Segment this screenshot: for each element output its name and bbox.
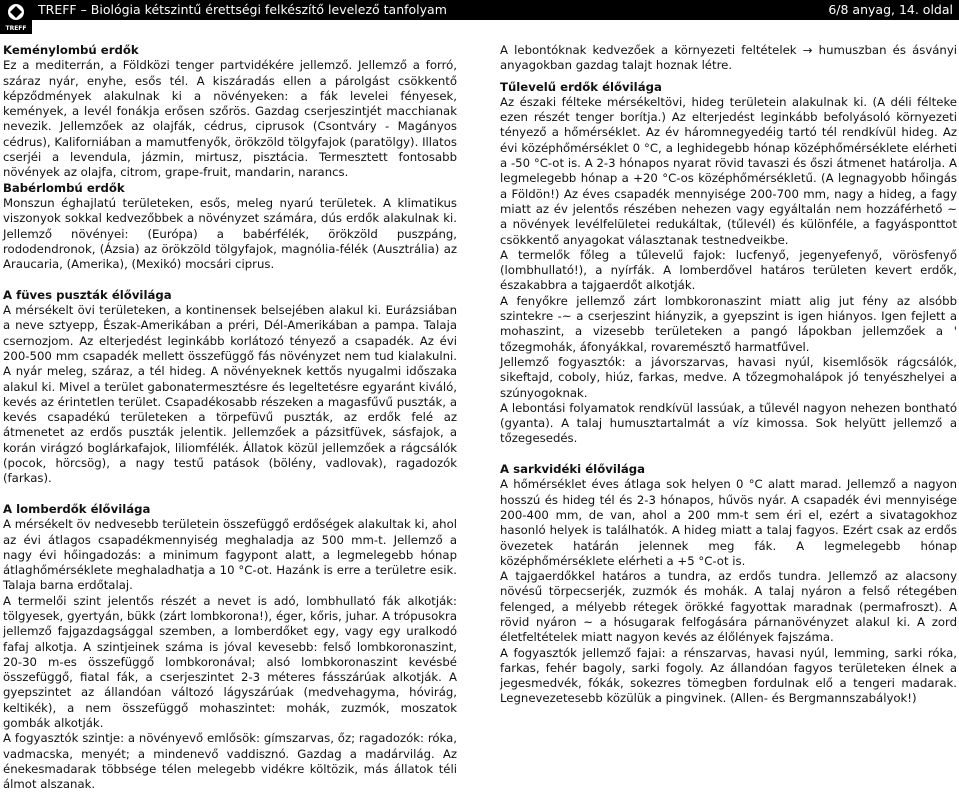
paragraph: A termelők főleg a tűlevelű fajok: lucfenyő, jegenyefenyő, vörösfenyő (lombhullató!), a nyírfák. A lomberdővel határos területen kevert erdők, északabbra a tajgaerdőt alkotják. [500,247,957,293]
paragraph: A mérsékelt öv nedvesebb területein összefüggő erdőségek alakultak ki, ahol az évi átlagos csapadékmennyiség meghaladja az 500 mm-t. Jellemző a nagy évi hőingadozás: a minimum fagypont alatt, a legmelegebb hónap átlaghőmérséklete meghaladhatja a 10 °C-ot. Hazánk is erre a területre esik. Talaja barna erdőtalaj. [3,517,457,593]
page-indicator: 6/8 anyag, 14. oldal [828,2,953,17]
paragraph: A lebontási folyamatok rendkívül lassúak, a tűlevél nagyon nehezen bontható (gyanta). A talaj humusztartalmát a víz kimossa. Sok helyütt jellemző a tőzegesedés. [500,400,957,446]
paragraph: Ez a mediterrán, a Földközi tenger partvidékére jellemző. Jellemző a forró, száraz nyár, enyhe, esős tél. A kiszáradás ellen a párolgást csökkentő képződmények alakulnak ki a növényeken: a fák levelei fényesek, kemények, a levél fonákja erősen szőrös. Gazdag cserjeszintjét macchianak nevezik. Jellemzőek az olajfák, cédrus, ciprusok (Csontváry - Magányos cédrus), Kaliforniában a mamutfenyők, örökzöld tölgyfajok (paratölgy). Illatos cserjéi a levendula, jázmin, mirtusz, pisztácia. Termesztett fontosabb növények az olajfa, citrom, grape-fruit, mandarin, narancs. [3,58,457,180]
right-column [500,43,957,707]
paragraph: A mérsékelt övi területeken, a kontinensek belsejében alakul ki. Eurázsiában a neve sztyepp, Észak-Amerikában a préri, Dél-Amerikában a pampa. Talaja csernozjom. Az elterjedést leginkább korlátozó tényező a csapadék. Az évi 200-500 mm csapadék mellett összefüggő fás növényzet nem tud kialakulni. A nyár meleg, száraz, a tél hideg. A növényeknek kettős nyugalmi időszaka alakul ki. Mivel a terület gabonatermesztésre és legeltetésre egyaránt kiváló, kevés az érintetlen terület. Csapadékosabb részeken a magasfűvű puszták, a kevés csapadékú területeken a törpefüvű puszták, az erdők felé az átmenetet az erdős puszták jelentik. Jellemzőek a pázsitfüvek, sásfajok, a korán virágzó boglárkafajok, liliomfélék. Állatok közül jellemzőek a rágcsálók (pocok, hörcsög), a nagy testű patások (bölény, vadlovak), ragadozók (farkas). [3,303,457,486]
header-title: TREFF – Biológia kétszintű érettségi felkészítő levelező tanfolyam [38,2,447,17]
section-subtitle-baberlombu: Babérlombú erdők [3,180,125,195]
section-title-lomberdok: A lomberdők élővilága [3,501,151,516]
treff-logo [0,0,32,34]
paragraph: A fenyőkre jellemző zárt lombkoronaszint miatt alig jut fény az alsóbb szintekre -~ a cserjeszint hiányzik, a gyepszint is igen hiányos. Igen fejlett a mohaszint, a vizesebb területeken a pangó lápokban jellemzőek a ' tőzegmohák, áfonyákkal, rovaremésztő harmatfűvel. [500,293,957,354]
paragraph: A fogyasztók szintje: a növényevő emlősök: gímszarvas, őz; ragadozók: róka, vadmacska, menyét; a mindenevő vaddisznó. Gazdag a madárvilág. Az énekesmadarak többsége télen melegebb vidékre költözik, más állatok téli álmot alszanak. [3,731,457,792]
paragraph: A termelői szint jelentős részét a nevet is adó, lombhullató fák alkotják: tölgyesek, gyertyán, bükk (zárt lombkorona!), éger, kőris, juhar. A trópusokra jellemző fajgazdagsággal szemben, a lomberdőket egy, vagy egy uralkodó fafaj alkotja. A szintjeinek száma is jóval kevesebb: felső lombkoronaszint, 20-30 m-es összefüggő lombkoronával; alsó lombkoronaszint kevésbé összefüggő, fiatal fák, a cserjeszintet 2-3 méteres fásszárúak alkotják. A gyepszintet az állandóan változó lágyszárúak (medvehagyma, hóvirág, keltikék), a nem összefüggő mohaszintet: mohák, zuzmók, moszatok gombák alkotják. [3,593,457,731]
paragraph: Az északi félteke mérsékeltövi, hideg területein alakulnak ki. (A déli félteke ezen részét tenger borítja.) Az elterjedést leginkább befolyásoló környezeti tényező a hőmérséklet. Az év háromnegyedéig tartó tél rendkívül hideg. Az évi középhőmérséklet 0 °C, a leghidegebb hónap középhőmérséklete elérheti a -50 °C-ot is. A 2-3 hónapos nyarat rövid tavaszi és őszi átmenet határolja. A legmelegebb hónap a +20 °C-os középhőmérsékletű. (A legnagyobb hőingás a Földön!) Az éves csapadék mennyisége 200-700 mm, nagy a hideg, a fagy miatt az év jelentős részében nehezen vagy egyáltalán nem hozzáférhető ~ a növények levélfelületei redukáltak, (tűlevél) és különféle, a fagyásponttot csökkentő anyagokat választanak testnedveikbe. [500,94,957,247]
page-header [0,0,959,20]
paragraph: A hőmérséklet éves átlaga sok helyen 0 °C alatt marad. Jellemző a nagyon hosszú és hideg tél és 2-3 hónapos, hűvös nyár. A csapadék évi mennyisége 200-400 mm, de van, ahol a 200 mm-t sem éri el, ezért a sivatagokhoz hasonló helyek is találhatók. A hideg miatt a talaj fagyos. Ezért csak az erdős övezetek határán jelennek meg fák. A legmelegebb hónap középhőmérséklete elérheti a +5 °C-ot is. [500,477,957,568]
paragraph: Jellemző fogyasztók: a jávorszarvas, havasi nyúl, kisemlősök rágcsálók, sikeftajd, coboly, hiúz, farkas, medve. A tőzegmohalápok jó tenyészhelyei a szúnyogoknak. [500,354,957,400]
left-column [3,43,457,793]
paragraph: Monszun éghajlatú területeken, esős, meleg nyarú területek. A klimatikus viszonyok sokkal kedvezőbbek a növényzet számára, dús erdők alakulnak ki. Jellemző növényei: (Európa) a babérfélék, örökzöld puszpáng, rododendronok, (Ázsia) az örökzöld tölgyfajok, magnólia-félék (Ausztrália) az Araucaria, (Amerika), (Mexikó) mocsári ciprus. [3,195,457,272]
section-title-fuves-pusztak: A füves puszták élővilága [3,287,172,302]
section-title-kemenylombu: Keménylombú erdők [3,43,139,57]
paragraph: A tajgaerdőkkel határos a tundra, az erdős tundra. Jellemző az alacsony növésű törpecserjék, zuzmók és mohák. A talaj nyáron a felső rétegében felenged, a mélyebb rétegek örökké fagyottak maradnak (permafroszt). A rövid nyáron ~ a hósugarak felfogására párnanövényzet alakul ki. A zord életfeltételek miatt nagyon kevés az élőlények fajszáma. [500,569,957,645]
paragraph: A lebontóknak kedvezőek a környezeti feltételek → humuszban és ásványi anyagokban gazdag talajt hoznak létre. [500,43,957,73]
paragraph: A fogyasztók jellemző fajai: a rénszarvas, havasi nyúl, lemming, sarki róka, farkas, fehér bagoly, sarki fogoly. Az állandóan fagyos területeken élnek a jegesmedvék, fókák, sokezres tömegben fordulnak elő a tengeri madarak. Legnevezetesebb közülük a pingvinek. (Allen- és Bergmannszabályok!) [500,645,957,706]
section-title-sarkvidek: A sarkvidéki élővilága [500,462,645,477]
section-title-tulevelu-erdok: Tűlevelű erdők élővilága [500,79,662,94]
svg-text:TREFF: TREFF [5,25,27,32]
